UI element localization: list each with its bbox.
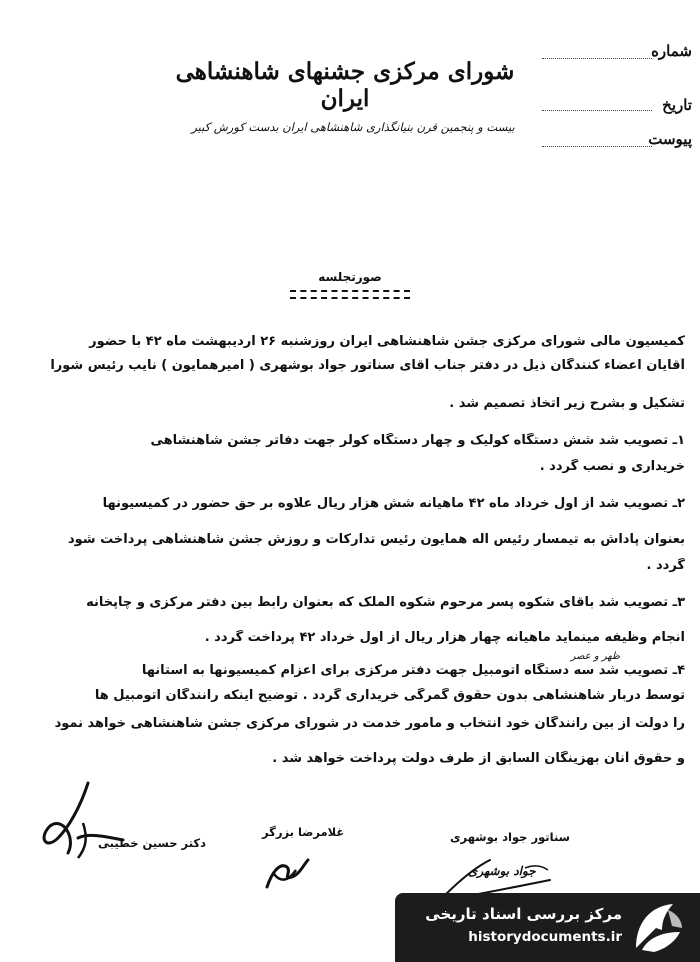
signature-scribble-left xyxy=(28,778,128,863)
body-line: خریداری و نصب گردد . xyxy=(539,459,685,474)
signature-handwritten-right: جواد بوشهری xyxy=(468,864,536,878)
body-line: انجام وظیفه مینماید ماهیانه چهار هزار ریال از اول خرداد ۴۲ پرداخت گردد . xyxy=(204,630,685,645)
body-line: ۱ـ تصویب شد شش دستگاه کولیک و چهار دستگاه کولر جهت دفاتر جشن شاهنشاهی xyxy=(150,433,685,448)
signature-name-left: دکتر حسین خطیبی xyxy=(98,836,206,850)
body-line: را دولت از بین رانندگان خود انتخاب و مامور خدمت در شورای مرکزی جشن شاهنشاهی خواهد نمود xyxy=(54,716,685,731)
heading-underline xyxy=(290,290,410,292)
body-line: بعنوان پاداش به تیمسار رئیس اله همایون رئیس تدارکات و روزش جشن شاهنشاهی پرداخت شود xyxy=(67,532,685,547)
body-line: و حقوق آنان بهزینگان السابق از طرف دولت پرداخت خواهد شد . xyxy=(272,751,685,766)
body-line: توسط دربار شاهنشاهی بدون حقوق گمرگی خریداری گردد . توضیح اینکه رانندگان اتومبیل ها xyxy=(94,688,685,703)
body-line: ۴ـ تصویب شد سه دستگاه اتومبیل جهت دفتر مرکزی برای اعزام کمیسیونها به استانها xyxy=(141,663,685,678)
body-line: ۳ـ تصویب شد باقای شکوه پسر مرحوم شکوه الملک که بعنوان رابط بین دفتر مرکزی و چاپخانه xyxy=(86,595,685,610)
number-line xyxy=(542,58,652,59)
body-line: کمیسیون مالی شورای مرکزی جشن شاهنشاهی ایران روزشنبه ۲۶ اردیبهشت ماه ۴۲ با حضور xyxy=(89,334,685,349)
heading-underline-2 xyxy=(290,297,410,299)
body-line: آقایان اعضاء کنندگان ذیل در دفتر جناب آقای سناتور جواد بوشهری ( امیرهمایون ) نایب رئیس شورا xyxy=(50,358,685,373)
document-heading: صورتجلسه xyxy=(318,270,382,284)
body-line: گردد . xyxy=(646,558,685,573)
attachment-line xyxy=(542,146,652,147)
watermark-logo-icon xyxy=(628,898,688,956)
date-label: تاریخ xyxy=(662,96,692,114)
letterhead-title: شورای مرکزی جشنهای شاهنشاهی ایران xyxy=(175,58,515,112)
body-line: تشکیل و بشرح زیر اتخاذ تصمیم شد . xyxy=(449,396,685,411)
signature-name-middle: غلامرضا بزرگر xyxy=(262,825,345,839)
body-line: ۲ـ تصویب شد از اول خرداد ماه ۴۲ ماهیانه شش هزار ریال علاوه بر حق حضور در کمیسیونها xyxy=(102,496,685,511)
watermark-url: historydocuments.ir xyxy=(468,929,622,945)
attachment-label: پیوست xyxy=(648,130,692,148)
margin-note: ظهر و عصر xyxy=(570,651,620,662)
watermark-title: مرکز بررسی اسناد تاریخی xyxy=(425,905,622,923)
signature-scribble-middle xyxy=(262,852,312,892)
signature-name-right: سناتور جواد بوشهری xyxy=(450,830,570,844)
letterhead-subtitle: بیست و پنجمین قرن بنیانگذاری شاهنشاهی ایران بدست کورش کبیر xyxy=(191,120,515,134)
date-line xyxy=(542,110,652,111)
number-label: شماره xyxy=(651,42,692,60)
